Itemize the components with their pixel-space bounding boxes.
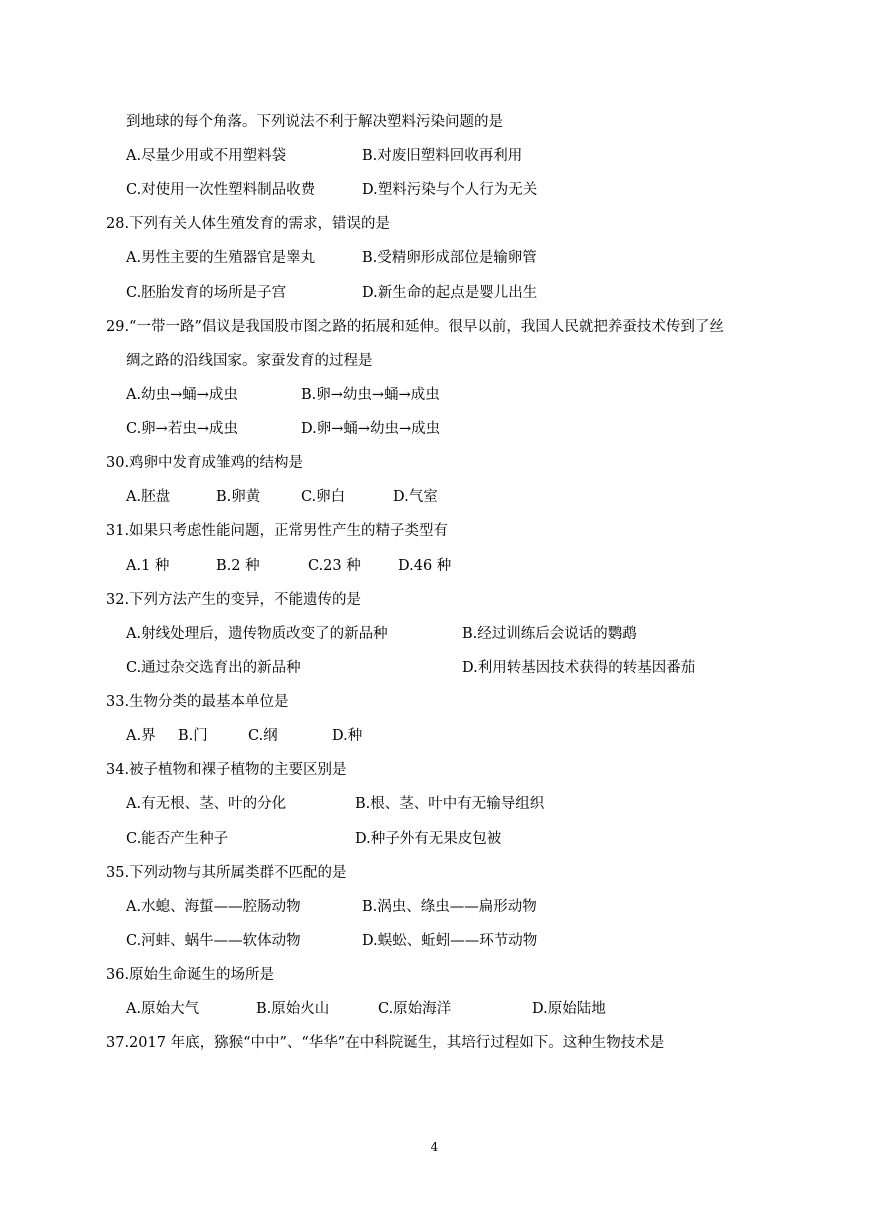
option-c: C.23 种 [308, 558, 361, 574]
option-a: A.界 [126, 728, 156, 744]
option-d: D.原始陆地 [532, 1001, 606, 1017]
option-d: D.气室 [393, 489, 438, 505]
option-a: A.胚盘 [126, 489, 171, 505]
question-text: 32.下列方法产生的变异，不能遗传的是 [106, 592, 362, 608]
question-text: 29.“一带一路”倡议是我国股市图之路的拓展和延伸。很早以前，我国人民就把养蚕技术传到了丝 [106, 319, 724, 335]
option-a: A.原始大气 [126, 1001, 200, 1017]
option-b: B.对废旧塑料回收再利用 [362, 148, 523, 164]
option-b: B.原始火山 [256, 1001, 330, 1017]
option-a: A.幼虫→蛹→成虫 [126, 387, 238, 403]
option-c: C.通过杂交选育出的新品种 [126, 660, 301, 676]
option-a: A.有无根、茎、叶的分化 [126, 796, 287, 812]
option-c: C.原始海洋 [378, 1001, 452, 1017]
option-d: D.种子外有无果皮包被 [355, 831, 502, 847]
option-a: A.1 种 [126, 558, 170, 574]
option-c: C.卵→若虫→成虫 [126, 421, 238, 437]
question-text: 31.如果只考虑性能问题，正常男性产生的精子类型有 [106, 523, 449, 539]
option-a: A.射线处理后，遗传物质改变了的新品种 [126, 626, 388, 642]
option-c: C.胚胎发育的场所是子宫 [126, 285, 287, 301]
option-a: A.水螅、海蜇——腔肠动物 [126, 899, 301, 915]
option-d: D.46 种 [398, 558, 452, 574]
option-a: A.男性主要的生殖器官是睾丸 [126, 250, 316, 266]
option-c: C.能否产生种子 [126, 831, 229, 847]
option-d: D.利用转基因技术获得的转基因番茄 [462, 660, 696, 676]
option-b: B.涡虫、绦虫——扁形动物 [362, 899, 537, 915]
option-d: D.蜈蚣、蚯蚓——环节动物 [362, 933, 538, 949]
question-text: 34.被子植物和裸子植物的主要区别是 [106, 762, 347, 778]
option-b: B.门 [178, 728, 208, 744]
question-text: 30.鸡卵中发育成雏鸡的结构是 [106, 455, 304, 471]
question-text: 35.下列动物与其所属类群不匹配的是 [106, 865, 347, 881]
question-text: 37.2017 年底，猕猴“中中”、“华华”在中科院诞生，其培行过程如下。这种生物技术是 [106, 1035, 665, 1051]
option-d: D.种 [332, 728, 363, 744]
option-b: B.2 种 [216, 558, 260, 574]
option-c: C.对使用一次性塑料制品收费 [126, 182, 316, 198]
option-d: D.新生命的起点是婴儿出生 [362, 285, 538, 301]
option-b: B.卵→幼虫→蛹→成虫 [301, 387, 440, 403]
option-c: C.河蚌、蜗牛——软体动物 [126, 933, 301, 949]
option-b: B.卵黄 [216, 489, 261, 505]
page-number: 4 [430, 1140, 439, 1154]
question-text: 36.原始生命诞生的场所是 [106, 967, 275, 983]
option-d: D.卵→蛹→幼虫→成虫 [301, 421, 441, 437]
question-text: 到地球的每个角落。下列说法不利于解决塑料污染问题的是 [126, 114, 503, 130]
question-text-continued: 绸之路的沿线国家。家蚕发育的过程是 [126, 353, 373, 369]
option-b: B.经过训练后会说话的鹦鹉 [462, 626, 637, 642]
option-d: D.塑料污染与个人行为无关 [362, 182, 538, 198]
option-a: A.尽量少用或不用塑料袋 [126, 148, 287, 164]
question-text: 28.下列有关人体生殖发育的需求，错误的是 [106, 216, 391, 232]
option-b: B.受精卵形成部位是输卵管 [362, 250, 537, 266]
option-b: B.根、茎、叶中有无输导组织 [355, 796, 545, 812]
option-c: C.纲 [248, 728, 278, 744]
option-c: C.卵白 [301, 489, 346, 505]
question-text: 33.生物分类的最基本单位是 [106, 694, 289, 710]
